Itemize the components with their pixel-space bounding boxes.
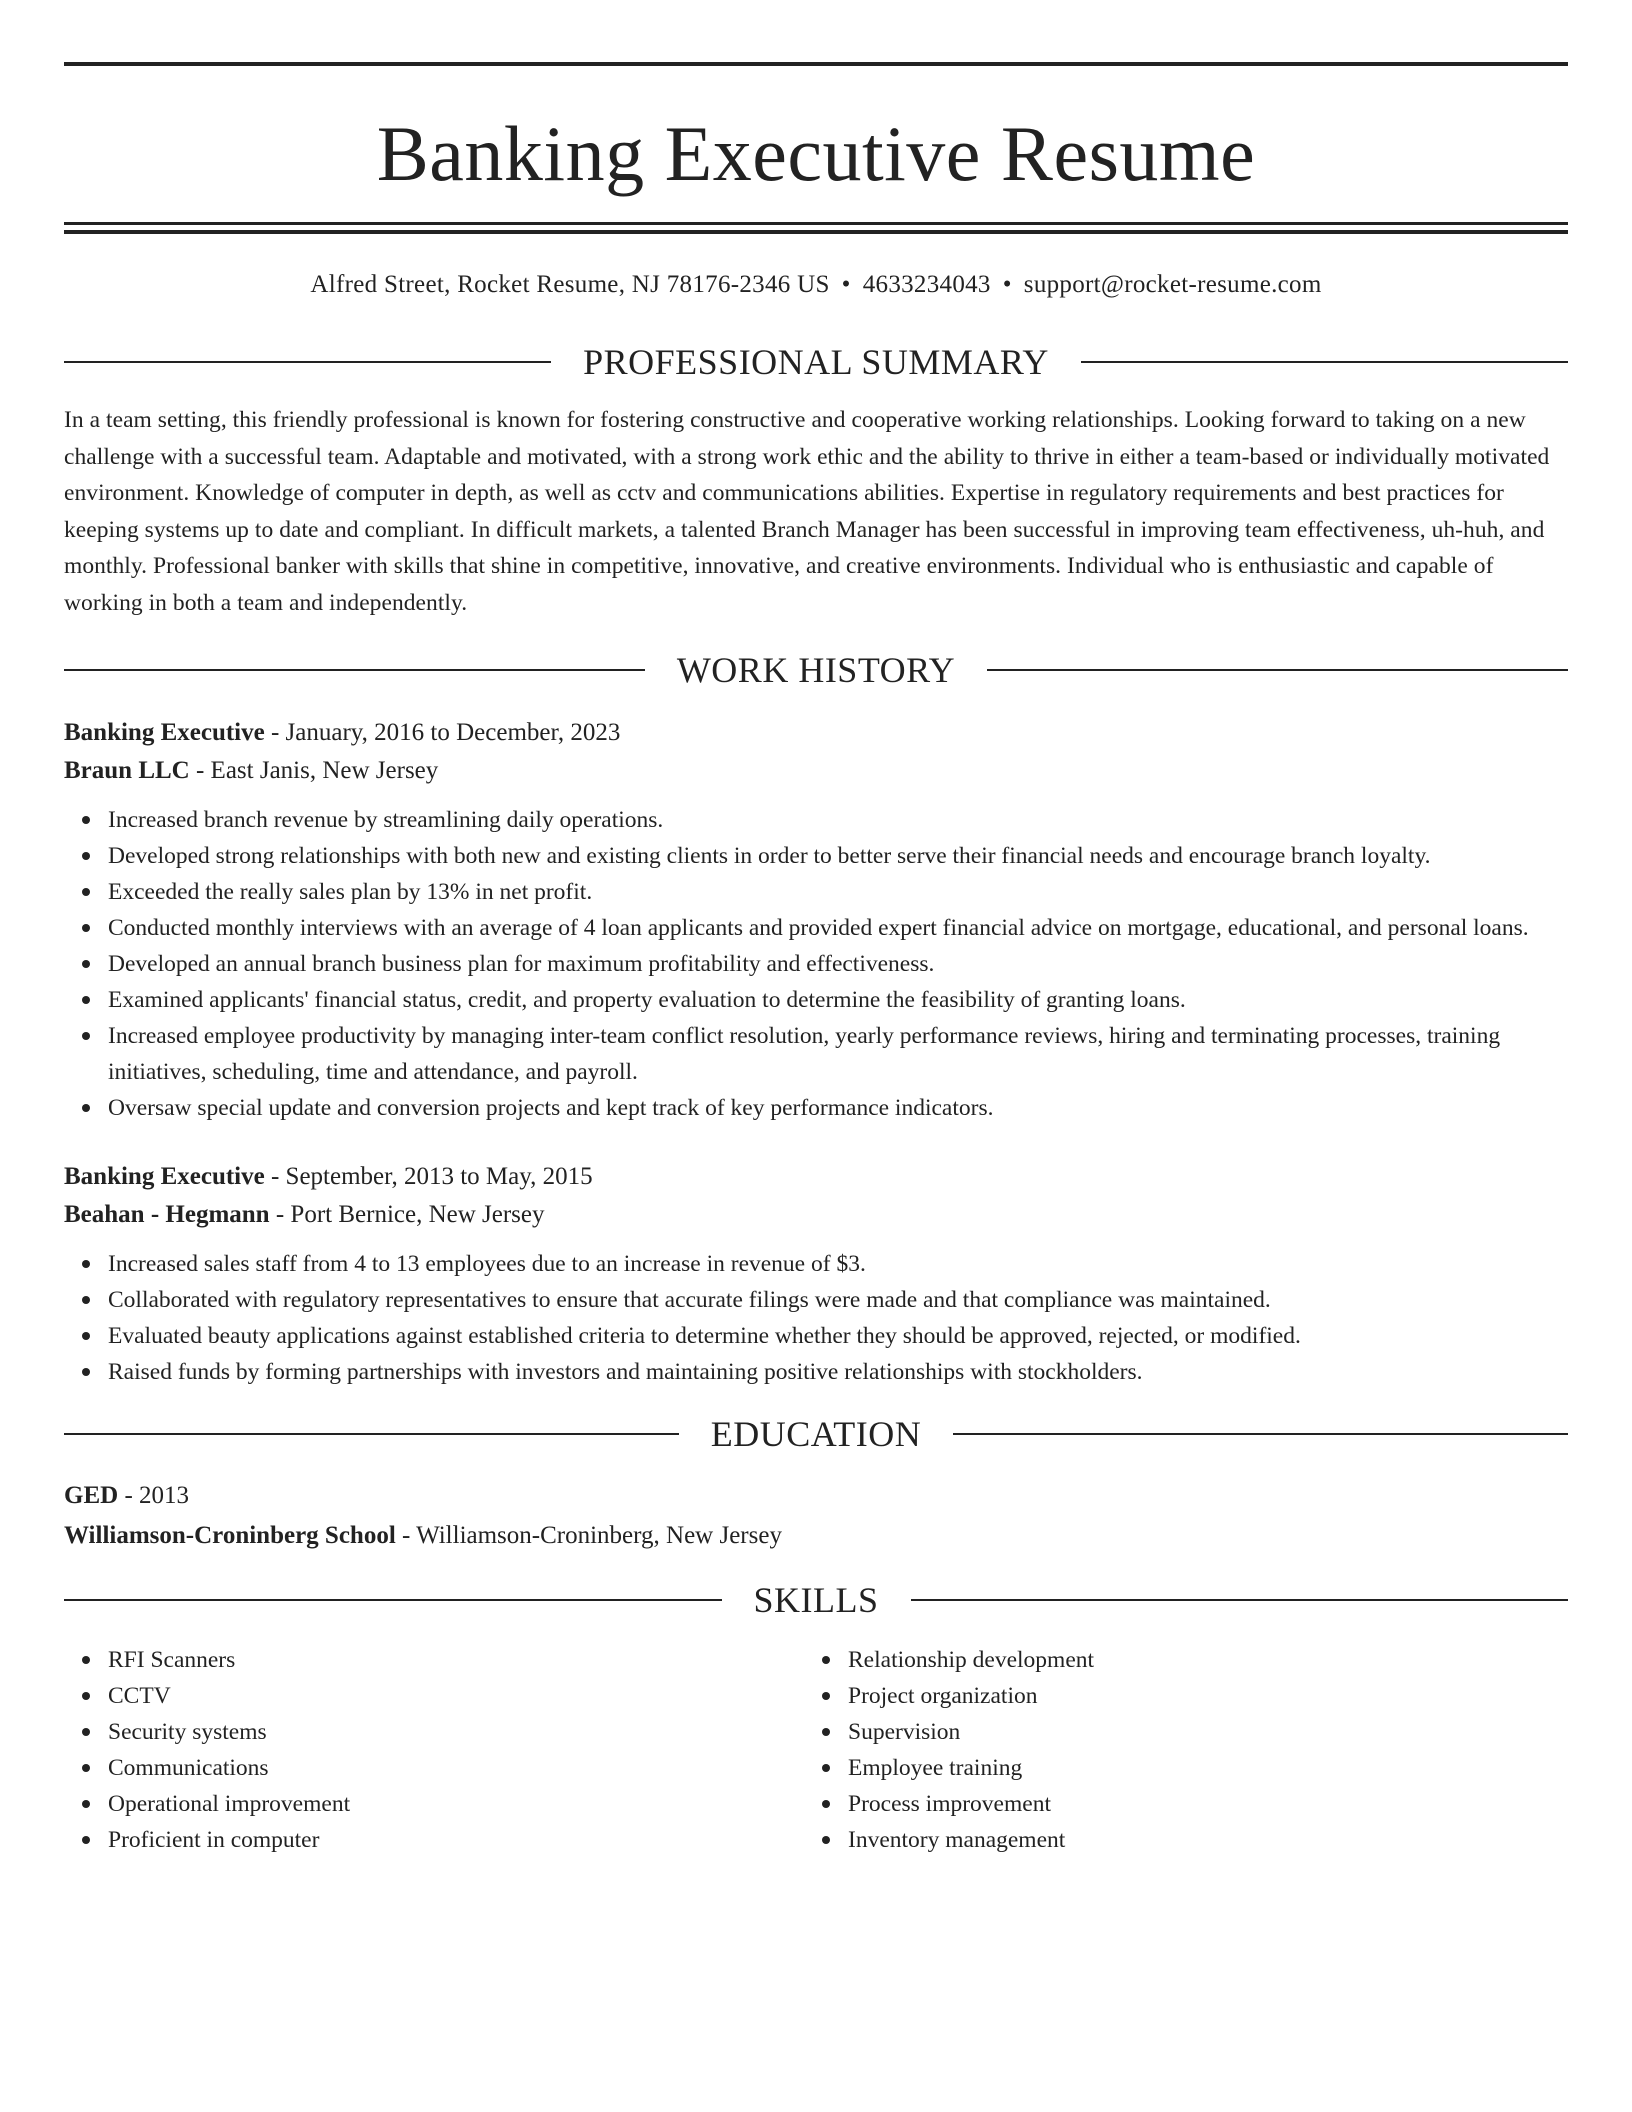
job-bullet: Examined applicants' financial status, credit, and property evaluation to determine the feasibility of granting loans.	[108, 982, 1568, 1018]
section-rule-right	[911, 1599, 1569, 1601]
job-bullet: Oversaw special update and conversion projects and kept track of key performance indicators.	[108, 1090, 1568, 1126]
job-title: Banking Executive	[64, 718, 265, 746]
skills-list	[804, 1642, 1544, 1858]
skills-columns	[64, 1642, 1568, 1858]
contact-line	[64, 270, 1568, 300]
job-dates: - September, 2013 to May, 2015	[264, 1162, 593, 1190]
section-title: WORK HISTORY	[676, 649, 956, 690]
job-bullet: Developed an annual branch business plan for maximum profitability and effectiveness.	[108, 946, 1568, 982]
job-bullet-list	[64, 1246, 1568, 1390]
skill-item: Process improvement	[848, 1786, 1544, 1822]
job-bullet: Raised funds by forming partnerships with investors and maintaining positive relationships with stockholders.	[108, 1354, 1568, 1390]
skill-item: RFI Scanners	[108, 1642, 804, 1678]
job-location: - Port Bernice, New Jersey	[269, 1200, 545, 1228]
page-title: Banking Executive Resume	[376, 110, 1256, 197]
job-company: Braun LLC	[64, 756, 190, 784]
contact-phone: 4633234043	[862, 271, 991, 298]
section-rule-left	[64, 1599, 722, 1601]
job-company: Beahan - Hegmann	[64, 1200, 270, 1228]
education-entry	[64, 1476, 1568, 1556]
job-bullet: Collaborated with regulatory representatives to ensure that accurate filings were made and that compliance was maintained.	[108, 1282, 1568, 1318]
title-double-rule	[64, 222, 1568, 234]
job-bullet: Exceeded the really sales plan by 13% in net profit.	[108, 874, 1568, 910]
skills-column-left	[64, 1642, 804, 1858]
top-rule	[64, 62, 1568, 66]
education-year: - 2013	[118, 1481, 190, 1509]
skills-column-right	[804, 1642, 1544, 1858]
skill-item: Operational improvement	[108, 1786, 804, 1822]
education-location: - Williamson-Croninberg, New Jersey	[395, 1521, 782, 1549]
job-bullet: Increased sales staff from 4 to 13 employees due to an increase in revenue of $3.	[108, 1246, 1568, 1282]
skill-item: Project organization	[848, 1678, 1544, 1714]
skill-item: Supervision	[848, 1714, 1544, 1750]
section-title: PROFESSIONAL SUMMARY	[583, 342, 1049, 382]
section-rule-left	[64, 669, 645, 671]
job-bullet: Increased branch revenue by streamlining daily operations.	[108, 802, 1568, 838]
skill-item: CCTV	[108, 1678, 804, 1714]
job-bullet: Conducted monthly interviews with an average of 4 loan applicants and provided expert financial advice on mortgage, educational, and personal loans.	[108, 910, 1568, 946]
section-heading-summary	[64, 340, 1568, 384]
skill-item: Inventory management	[848, 1822, 1544, 1858]
contact-separator: •	[841, 271, 851, 298]
job-bullet: Increased employee productivity by managing inter-team conflict resolution, yearly performance reviews, hiring and terminating processes, training initiatives, scheduling, time and attendance, and payroll.	[108, 1018, 1568, 1090]
section-title: SKILLS	[753, 1579, 879, 1620]
section-heading-skills	[64, 1578, 1568, 1622]
skill-item: Security systems	[108, 1714, 804, 1750]
section-heading-work-history	[64, 648, 1568, 692]
skills-list	[64, 1642, 804, 1858]
job-company-line	[64, 1196, 1568, 1234]
education-degree: GED	[64, 1481, 119, 1509]
skill-item: Employee training	[848, 1750, 1544, 1786]
job-title-line	[64, 1158, 1568, 1196]
contact-separator: •	[1002, 271, 1012, 298]
section-rule-right	[953, 1433, 1568, 1435]
job-title-line	[64, 714, 1568, 752]
education-school-line	[64, 1516, 1568, 1556]
section-heading-education	[64, 1412, 1568, 1456]
skill-item: Proficient in computer	[108, 1822, 804, 1858]
section-rule-right	[1081, 361, 1568, 363]
job-location: - East Janis, New Jersey	[189, 756, 439, 784]
job-bullet: Developed strong relationships with both new and existing clients in order to better serve their financial needs and encourage branch loyalty.	[108, 838, 1568, 874]
section-rule-left	[64, 361, 551, 363]
section-rule-left	[64, 1433, 679, 1435]
contact-address: Alfred Street, Rocket Resume, NJ 78176-2346 US	[310, 271, 830, 298]
contact-email: support@rocket-resume.com	[1023, 271, 1322, 298]
job-company-line	[64, 752, 1568, 790]
job-bullet: Evaluated beauty applications against established criteria to determine whether they should be approved, rejected, or modified.	[108, 1318, 1568, 1354]
job-dates: - January, 2016 to December, 2023	[264, 718, 621, 746]
section-title: EDUCATION	[710, 1413, 922, 1454]
skill-item: Relationship development	[848, 1642, 1544, 1678]
job-bullet-list	[64, 802, 1568, 1126]
job-title: Banking Executive	[64, 1162, 265, 1190]
education-degree-line	[64, 1476, 1568, 1516]
section-rule-right	[987, 669, 1568, 671]
skill-item: Communications	[108, 1750, 804, 1786]
education-school: Williamson-Croninberg School	[64, 1521, 396, 1549]
job-entry	[64, 714, 1568, 1126]
job-entry	[64, 1158, 1568, 1390]
summary-text: In a team setting, this friendly professional is known for fostering constructive and cooperative working relationships. Looking forward to taking on a new challenge with a successful team. Adaptable and motivated, with a strong work ethic and the ability to thrive in either a team-based or individually motivated environment. Knowledge of computer in depth, as well as cctv and communications abilities. Expertise in regulatory requirements and best practices for keeping systems up to date and compliant. In difficult markets, a talented Branch Manager has been successful in improving team effectiveness, uh-huh, and monthly. Professional banker with skills that shine in competitive, innovative, and creative environments. Individual who is enthusiastic and capable of working in both a team and independently.	[64, 407, 1550, 616]
